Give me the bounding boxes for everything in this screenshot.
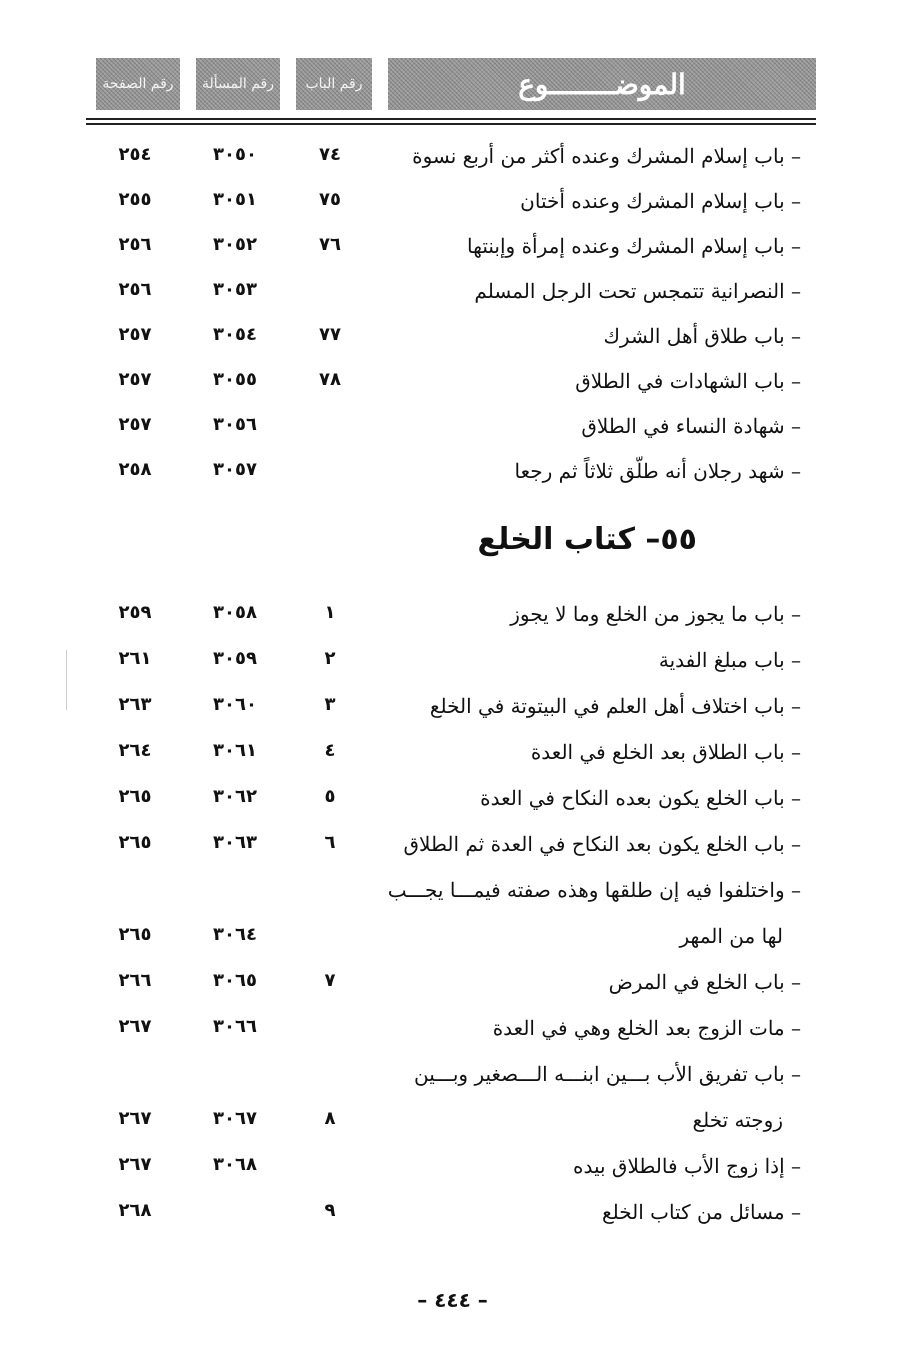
table-row bbox=[0, 1194, 905, 1234]
entry-topic: – باب إسلام المشرك وعنده أختان bbox=[520, 189, 801, 213]
entry-topic: زوجته تخلع bbox=[692, 1108, 783, 1132]
entry-topic: – باب إسلام المشرك وعنده أكثر من أربع نسوة bbox=[412, 144, 801, 168]
entry-masala: ٣٠٦٧ bbox=[213, 1108, 257, 1129]
entry-masala: ٣٠٥٤ bbox=[213, 324, 257, 345]
entry-topic: – مات الزوج بعد الخلع وهي في العدة bbox=[492, 1016, 801, 1040]
entry-masala: ٣٠٥٠ bbox=[213, 144, 257, 165]
table-row bbox=[0, 453, 905, 493]
entry-bab: ٧ bbox=[324, 970, 336, 991]
header-bab: رقم الباب bbox=[296, 58, 372, 110]
entry-page: ٢٦٨ bbox=[118, 1200, 152, 1221]
page-number: – ٤٤٤ – bbox=[417, 1288, 488, 1312]
table-header bbox=[92, 58, 816, 110]
entry-bab: ٦ bbox=[324, 832, 336, 853]
entry-page: ٢٦٤ bbox=[118, 740, 152, 761]
entry-bab: ٧٥ bbox=[319, 189, 341, 210]
entry-topic: – باب طلاق أهل الشرك bbox=[603, 324, 801, 348]
entry-page: ٢٥٤ bbox=[118, 144, 152, 165]
entry-masala: ٣٠٥٧ bbox=[213, 459, 257, 480]
entry-masala: ٣٠٦٤ bbox=[213, 924, 257, 945]
entry-page: ٢٦٦ bbox=[118, 970, 152, 991]
entry-bab: ٢ bbox=[324, 648, 336, 669]
entry-topic: – شهد رجلان أنه طلّق ثلاثاً ثم رجعا bbox=[514, 459, 801, 483]
table-row bbox=[0, 138, 905, 178]
entry-topic: – إذا زوج الأب فالطلاق بيده bbox=[572, 1154, 801, 1178]
entry-masala: ٣٠٥٨ bbox=[213, 602, 257, 623]
table-row bbox=[0, 918, 905, 958]
entry-topic: – واختلفوا فيه إن طلقها وهذه صفته فيمـــا يجـــب bbox=[387, 878, 801, 902]
entry-page: ٢٦٣ bbox=[118, 694, 152, 715]
table-row bbox=[0, 872, 905, 912]
entry-page: ٢٥٦ bbox=[118, 279, 152, 300]
section-title: ٥٥– كتاب الخلع bbox=[477, 522, 697, 557]
entry-bab: ٥ bbox=[324, 786, 336, 807]
entry-page: ٢٦٥ bbox=[118, 924, 152, 945]
entry-topic: – باب الخلع في المرض bbox=[608, 970, 801, 994]
entry-masala: ٣٠٥٥ bbox=[213, 369, 257, 390]
entry-masala: ٣٠٥٣ bbox=[213, 279, 257, 300]
table-row bbox=[0, 1148, 905, 1188]
entry-masala: ٣٠٥١ bbox=[213, 189, 257, 210]
entry-bab: ٧٤ bbox=[319, 144, 341, 165]
header-page: رقم الصفحة bbox=[96, 58, 180, 110]
entry-masala: ٣٠٥٢ bbox=[213, 234, 257, 255]
entry-topic: – باب مبلغ الفدية bbox=[658, 648, 801, 672]
entry-topic: – باب ما يجوز من الخلع وما لا يجوز bbox=[510, 602, 801, 626]
table-row bbox=[0, 780, 905, 820]
table-row bbox=[0, 363, 905, 403]
entry-topic: – باب الخلع يكون بعده النكاح في العدة bbox=[480, 786, 801, 810]
entry-topic: – شهادة النساء في الطلاق bbox=[581, 414, 801, 438]
entry-bab: ١ bbox=[324, 602, 336, 623]
entry-page: ٢٦٥ bbox=[118, 832, 152, 853]
entry-page: ٢٥٧ bbox=[118, 414, 152, 435]
entry-bab: ٧٦ bbox=[319, 234, 341, 255]
entry-masala: ٣٠٥٩ bbox=[213, 648, 257, 669]
entry-page: ٢٥٦ bbox=[118, 234, 152, 255]
entry-topic: – باب الطلاق بعد الخلع في العدة bbox=[530, 740, 801, 764]
table-row bbox=[0, 1010, 905, 1050]
header-topic: الموضــــــــوع bbox=[388, 58, 816, 110]
entry-topic: – باب الشهادات في الطلاق bbox=[575, 369, 801, 393]
entry-page: ٢٥٨ bbox=[118, 459, 152, 480]
entry-page: ٢٥٧ bbox=[118, 324, 152, 345]
entry-page: ٢٦٧ bbox=[118, 1016, 152, 1037]
table-row bbox=[0, 408, 905, 448]
entry-page: ٢٦٧ bbox=[118, 1108, 152, 1129]
entry-page: ٢٥٧ bbox=[118, 369, 152, 390]
table-row bbox=[0, 688, 905, 728]
entry-page: ٢٥٩ bbox=[118, 602, 152, 623]
entry-masala: ٣٠٦٦ bbox=[213, 1016, 257, 1037]
entry-bab: ٣ bbox=[324, 694, 336, 715]
entry-masala: ٣٠٦٥ bbox=[213, 970, 257, 991]
entry-topic: – مسائل من كتاب الخلع bbox=[601, 1200, 801, 1224]
table-row bbox=[0, 318, 905, 358]
entry-masala: ٣٠٦٨ bbox=[213, 1154, 257, 1175]
header-masala: رقم المسألة bbox=[196, 58, 280, 110]
entry-masala: ٣٠٦٣ bbox=[213, 832, 257, 853]
table-row bbox=[0, 734, 905, 774]
entry-bab: ٧٧ bbox=[319, 324, 341, 345]
table-row bbox=[0, 596, 905, 636]
entry-bab: ٩ bbox=[324, 1200, 336, 1221]
entry-masala: ٣٠٦٢ bbox=[213, 786, 257, 807]
margin-mark bbox=[66, 650, 67, 710]
entry-topic: لها من المهر bbox=[679, 924, 783, 948]
entry-page: ٢٦٥ bbox=[118, 786, 152, 807]
header-rule-2 bbox=[86, 123, 816, 125]
table-row bbox=[0, 228, 905, 268]
entry-topic: – باب إسلام المشرك وعنده إمرأة وإبنتها bbox=[467, 234, 801, 258]
table-row bbox=[0, 183, 905, 223]
table-row bbox=[0, 1056, 905, 1096]
entry-topic: – النصرانية تتمجس تحت الرجل المسلم bbox=[474, 279, 801, 303]
entry-bab: ٤ bbox=[324, 740, 336, 761]
entry-bab: ٨ bbox=[324, 1108, 336, 1129]
entry-bab: ٧٨ bbox=[319, 369, 341, 390]
table-row bbox=[0, 1102, 905, 1142]
entry-masala: ٣٠٥٦ bbox=[213, 414, 257, 435]
entry-page: ٢٦٧ bbox=[118, 1154, 152, 1175]
table-row bbox=[0, 826, 905, 866]
entry-topic: – باب تفريق الأب بـــين ابنـــه الـــصغير وبـــين bbox=[414, 1062, 801, 1086]
table-row bbox=[0, 273, 905, 313]
table-row bbox=[0, 964, 905, 1004]
entry-topic: – باب الخلع يكون بعد النكاح في العدة ثم الطلاق bbox=[403, 832, 801, 856]
entry-topic: – باب اختلاف أهل العلم في البيتوتة في الخلع bbox=[429, 694, 801, 718]
header-rule bbox=[86, 118, 816, 120]
table-row bbox=[0, 642, 905, 682]
entry-masala: ٣٠٦١ bbox=[213, 740, 257, 761]
entry-page: ٢٥٥ bbox=[118, 189, 152, 210]
entry-masala: ٣٠٦٠ bbox=[213, 694, 257, 715]
entry-page: ٢٦١ bbox=[118, 648, 152, 669]
